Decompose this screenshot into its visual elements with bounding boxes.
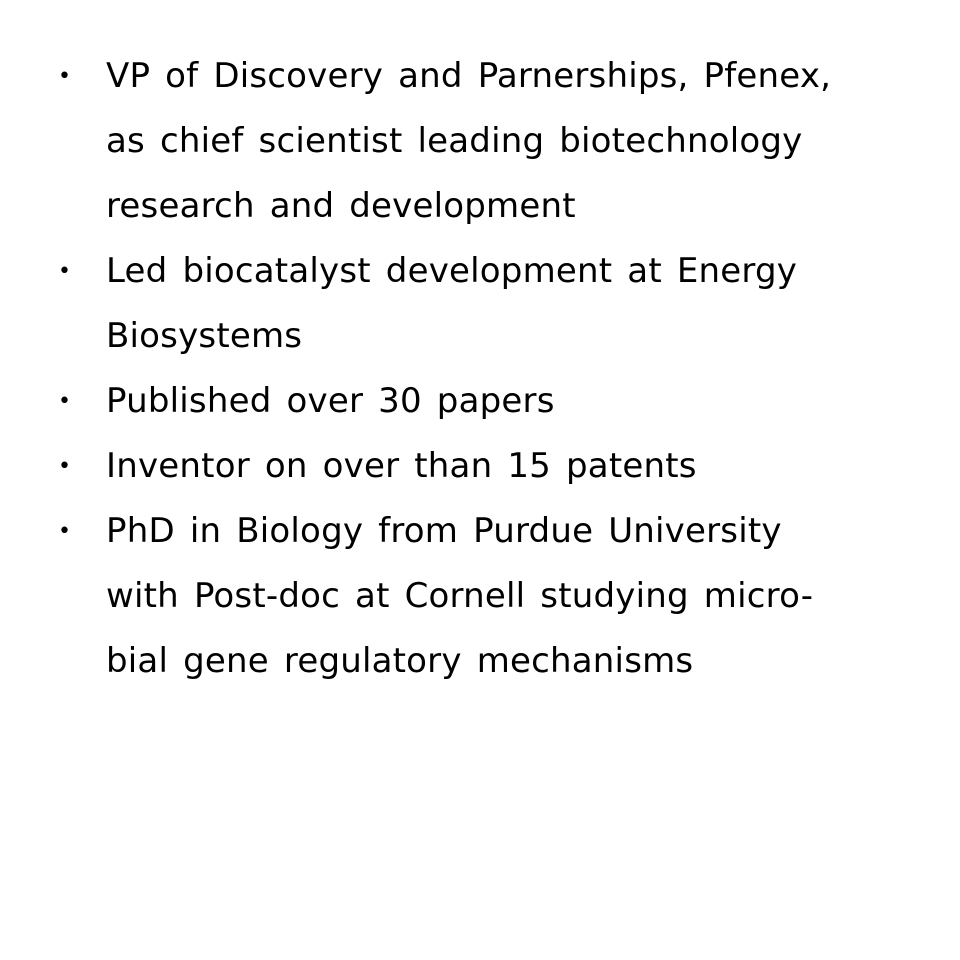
bullet-line: research and development (106, 186, 576, 226)
bullet-line: Published over 30 papers (106, 381, 555, 421)
bullet-item-discovery-role (56, 44, 906, 239)
bullet-item-biocatalyst (56, 239, 906, 369)
bullet-item-patents (56, 434, 906, 499)
bullet-line: PhD in Biology from Purdue University (106, 511, 782, 551)
bullet-dot-icon: • (58, 64, 71, 89)
bullet-dot-icon: • (58, 259, 71, 284)
bullet-item-education (56, 499, 906, 694)
bullet-line: Inventor on over than 15 patents (106, 446, 697, 486)
bullet-dot-icon: • (58, 389, 71, 414)
bullet-line: VP of Discovery and Parnerships, Pfenex, (106, 56, 832, 96)
bullet-line: Led biocatalyst development at Energy (106, 251, 798, 291)
bullet-line: with Post-doc at Cornell studying micro- (106, 576, 814, 616)
bullet-item-papers (56, 369, 906, 434)
bullet-dot-icon: • (58, 454, 71, 479)
bullet-line: as chief scientist leading biotechnology (106, 121, 803, 161)
bullet-dot-icon: • (58, 519, 71, 544)
bullet-list (56, 44, 906, 694)
bullet-line: bial gene regulatory mechanisms (106, 641, 694, 681)
bullet-line: Biosystems (106, 316, 303, 356)
